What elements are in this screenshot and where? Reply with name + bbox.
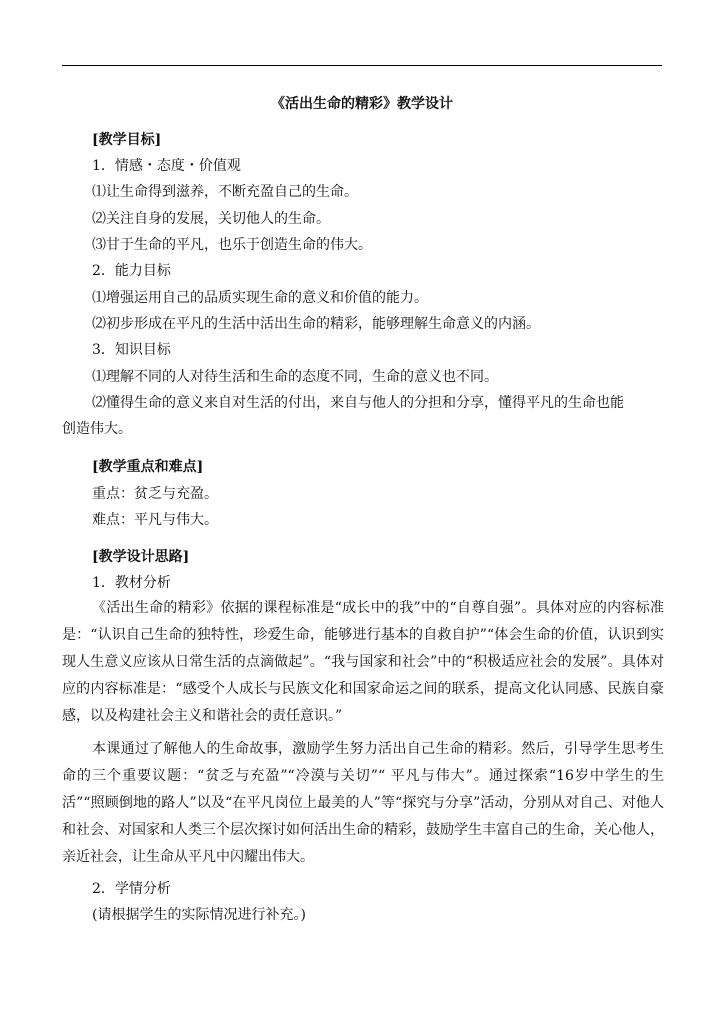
goal-subheading-attitude: 1．情感・态度・价值观 [92, 158, 241, 174]
design-subheading-material: 1．教材分析 [92, 575, 171, 591]
goal-item: ⑴增强运用自己的品质实现生命的意义和价值的能力。 [92, 290, 428, 306]
design-paragraph-overview: 本课通过了解他人的生命故事，激励学生努力活出自己生命的精彩。然后，引导学生思考生命的三个重要议题：“贫乏与充盈”“冷漠与关切”“ 平凡与伟大”。通过探索“16岁中学生的生活”“照顾倒地的路人”以及“在平凡岗位上最美的人”等“探究与分享”活动，分别从对自己、对他人和社会、对国家和人类三个层次探讨如何活出生命的精彩，鼓励学生丰富自己的生命，关心他人，亲近社会，让生命从平凡中闪耀出伟大。 [62, 741, 664, 865]
section-heading-design: [教学设计思路] [92, 549, 190, 565]
goal-item: ⑵关注自身的发展，关切他人的生命。 [92, 211, 330, 227]
document-title: 《活出生命的精彩》教学设计 [271, 96, 453, 112]
keypoint-difficulty: 难点：平凡与伟大。 [92, 512, 218, 528]
keypoint-focus: 重点：贫乏与充盈。 [92, 486, 218, 502]
section-heading-goals: [教学目标] [92, 132, 162, 148]
goal-subheading-knowledge: 3．知识目标 [92, 342, 171, 358]
goal-item: ⑶甘于生命的平凡，也乐于创造生命的伟大。 [92, 237, 372, 253]
goal-item: ⑵懂得生命的意义来自对生活的付出，来自与他人的分担和分享，懂得平凡的生命也能 [92, 395, 624, 411]
design-subheading-students: 2．学情分析 [92, 881, 171, 897]
goal-item: ⑵初步形成在平凡的生活中活出生命的精彩，能够理解生命意义的内涵。 [92, 316, 540, 332]
header-rule [62, 65, 662, 66]
design-note: (请根据学生的实际情况进行补充。) [92, 907, 306, 923]
design-paragraph-standards: 《活出生命的精彩》依据的课程标准是“成长中的我”中的“自尊自强”。具体对应的内容标准是：“认识自己生命的独特性，珍爱生命，能够进行基本的自救自护”“体会生命的价值，认识到实现人生意义应该从日常生活的点滴做起”。“我与国家和社会”中的“积极适应社会的发展”。具体对应的内容标准是：“感受个人成长与民族文化和国家命运之间的联系，提高文化认同感、民族自豪感，以及构建社会主义和谐社会的责任意识。” [62, 600, 664, 724]
goal-subheading-ability: 2．能力目标 [92, 263, 171, 279]
goal-item-continued: 创造伟大。 [62, 421, 132, 437]
goal-item: ⑴让生命得到滋养，不断充盈自己的生命。 [92, 184, 358, 200]
goal-item: ⑴理解不同的人对待生活和生命的态度不同，生命的意义也不同。 [92, 369, 498, 385]
section-heading-keypoints: [教学重点和难点] [92, 459, 204, 475]
